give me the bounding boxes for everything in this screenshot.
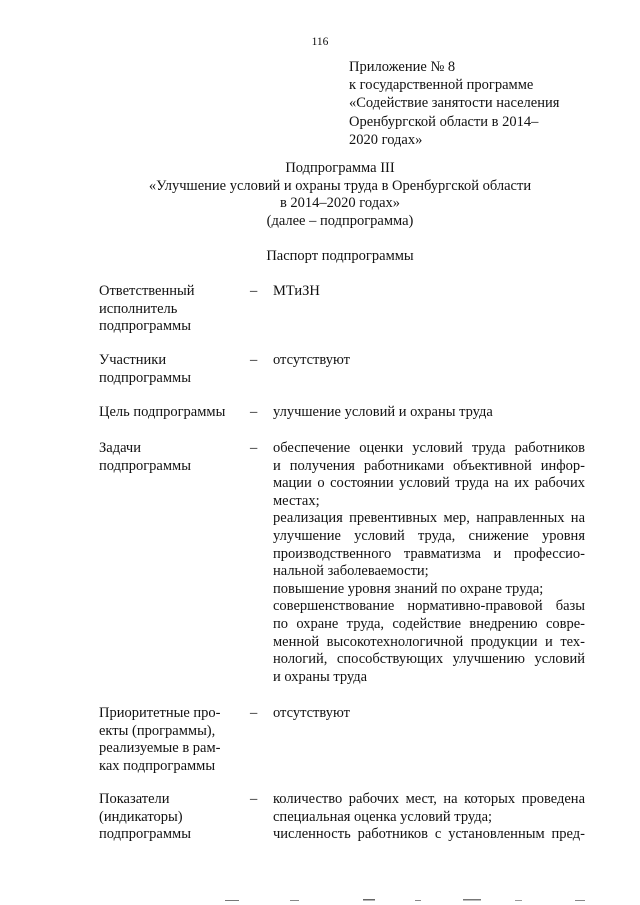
row-value xyxy=(273,283,585,301)
row-value xyxy=(273,352,585,370)
appendix-line: Оренбургской области в 2014– xyxy=(349,113,539,130)
row-value-line: и охраны труда xyxy=(273,668,368,685)
row-value-line: улучшение условий труда, снижение уровня xyxy=(273,527,585,544)
row-value-line: повышение уровня знаний по охране труда; xyxy=(273,580,544,597)
passport-heading: Паспорт подпрограммы xyxy=(266,248,414,264)
row-value-line: отсутствуют xyxy=(273,705,350,721)
row-value-line: количество рабочих мест, на которых проведена xyxy=(273,791,585,807)
appendix-line: к государственной программе xyxy=(349,77,534,94)
row-value-line: нальной заболеваемости; xyxy=(273,563,429,580)
row-value xyxy=(273,440,585,686)
row-label xyxy=(99,283,239,336)
row-dash: – xyxy=(250,705,258,721)
row-dash: – xyxy=(250,352,258,368)
row-label-line: подпрограммы xyxy=(99,369,191,386)
row-label-line: реализуемые в рам- xyxy=(99,740,221,757)
row-value-line: обеспечение оценки условий труда работников xyxy=(273,440,585,456)
row-value-line: реализация превентивных мер, направленных на xyxy=(273,510,585,527)
page-number: 116 xyxy=(311,36,329,48)
row-value xyxy=(273,791,585,844)
appendix-note xyxy=(349,58,599,149)
row-label xyxy=(99,404,239,422)
row-value xyxy=(273,404,585,422)
row-value-line: менной высокотехнологичной продукции и тех- xyxy=(273,633,585,650)
row-label-line: Задачи xyxy=(99,440,141,456)
row-label-line: подпрограммы xyxy=(99,457,191,474)
row-label-line: Показатели xyxy=(99,791,170,807)
row-value xyxy=(273,705,585,723)
row-dash: – xyxy=(250,440,258,456)
row-label xyxy=(99,440,239,475)
row-label-line: подпрограммы xyxy=(99,318,191,335)
row-dash: – xyxy=(250,404,258,420)
appendix-line: «Содействие занятости населения xyxy=(349,95,560,112)
row-label-line: ках подпрограммы xyxy=(99,757,216,774)
row-value-line: МТиЗН xyxy=(273,283,320,299)
row-value-line: специальная оценка условий труда; xyxy=(273,808,493,825)
scan-artifact-marks xyxy=(225,899,620,902)
subprogram-title xyxy=(0,160,640,230)
row-label-line: Цель подпрограммы xyxy=(99,404,226,420)
row-value-line: производственного травматизма и профессио- xyxy=(273,545,585,562)
row-label xyxy=(99,705,239,775)
row-value-line: и получения работниками объективной инфор- xyxy=(273,457,585,474)
row-dash: – xyxy=(250,791,258,807)
row-label-line: Ответственный xyxy=(99,283,195,299)
title-line: (далее – подпрограмма) xyxy=(266,212,414,229)
appendix-line: Приложение № 8 xyxy=(349,59,456,75)
title-line: «Улучшение условий и охраны труда в Оренбургской области xyxy=(148,177,532,194)
row-value-line: мации о состоянии условий труда на их рабочих xyxy=(273,475,585,492)
row-label-line: екты (программы), xyxy=(99,722,216,739)
row-label-line: Приоритетные про- xyxy=(99,705,221,721)
title-line: Подпрограмма III xyxy=(285,160,395,176)
row-value-line: местах; xyxy=(273,492,320,509)
title-line: в 2014–2020 годах» xyxy=(279,195,401,212)
row-label-line: Участники xyxy=(99,352,167,368)
row-value-line: совершенствование нормативно-правовой базы xyxy=(273,598,585,615)
row-label xyxy=(99,352,239,387)
appendix-line: 2020 годах» xyxy=(349,131,423,148)
row-label xyxy=(99,791,239,844)
row-label-line: исполнитель xyxy=(99,300,178,317)
row-label-line: (индикаторы) xyxy=(99,808,183,825)
row-value-line: численность работников с установленным пред- xyxy=(273,826,585,843)
row-label-line: подпрограммы xyxy=(99,826,191,843)
row-value-line: отсутствуют xyxy=(273,352,350,368)
row-dash: – xyxy=(250,283,258,299)
row-value-line: нологий, способствующих улучшению условий xyxy=(273,651,585,668)
row-value-line: улучшение условий и охраны труда xyxy=(273,404,493,420)
row-value-line: по охране труда, содействие внедрению совре- xyxy=(273,615,585,632)
